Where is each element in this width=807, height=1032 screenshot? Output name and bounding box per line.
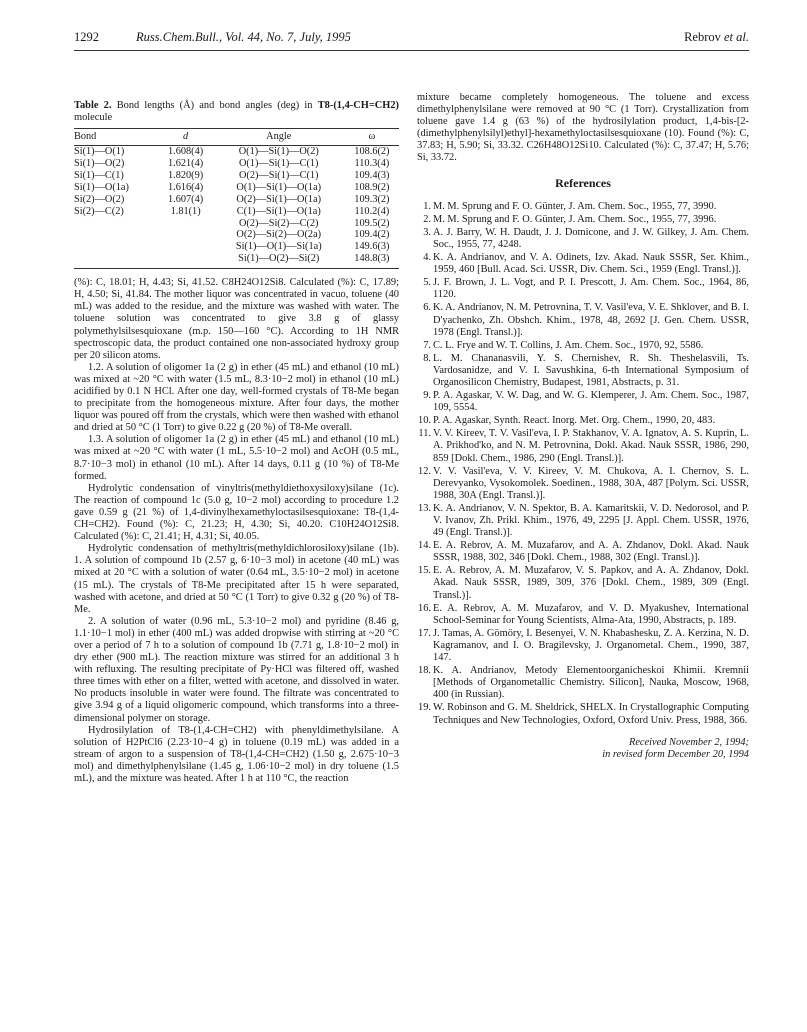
reference-number: 9. xyxy=(423,390,431,402)
table-caption xyxy=(74,100,399,124)
running-header xyxy=(74,30,749,50)
table-cell: Si(2)—O(2) xyxy=(74,193,125,205)
table-cell xyxy=(159,241,213,253)
table-cell: Si(1)—C(1) xyxy=(74,169,124,181)
reference-number: 8. xyxy=(423,352,431,364)
reference-number: 11. xyxy=(418,428,431,440)
table-cell: Si(1)—O(1) xyxy=(74,146,125,158)
paragraph: 1.2. A solution of oligomer 1a (2 g) in ether (45 mL) and ethanol (10 mL) was mixed at ~20 °C with water (1.5 mL, 8.3·10−2 mol) in ethanol (10 mL) acidified by 0.1 N HCl. After one day, well-formed crystals of T8-Me began to precipitate from the homogeneous mixture. After four days, the mother liquor was poured off from the crystals, which were then washed with ethanol and dried at 50 °C (1 Torr) to give 0.22 g (20 %) of T8-Me overall. xyxy=(74,361,399,434)
paragraph: mixture became completely homogeneous. The toluene and excess dimethylphenylsilane were removed at 90 °C (1 Torr). Crystallization from toluene gave 1.4 g (63 %) of the hydrosilylation product, 1,4-bis-[2-(dimethylphenylsilyl)ethyl]-hexamethyloctasilsesquioxane (10). Found (%): C, 37.83; H, 5.90; Si, 33.32. C26H48O12Si10. Calculated (%): C, 37.47; H, 5.76; Si, 33.72. xyxy=(417,92,749,164)
author-name: Rebrov xyxy=(684,30,721,44)
table-cell: O(1)—Si(1)—O(2) xyxy=(238,146,319,158)
reference-item xyxy=(417,415,749,427)
reference-text: K. A. Andrianov, and V. A. Odinets, Izv. Akad. Nauk SSSR, Ser. Khim., 1959, 460 [Bull. Acad. Sci. USSR, Div. Chem. Sci., 1959 (Engl. Transl.)]. xyxy=(433,252,749,276)
table-cell xyxy=(159,218,213,230)
table-row xyxy=(74,218,399,230)
author-suffix: et al. xyxy=(724,30,749,44)
reference-text: J. F. Brown, J. L. Vogt, and P. I. Prescott, J. Am. Chem. Soc., 1964, 86, 1120. xyxy=(433,277,749,301)
reference-number: 3. xyxy=(423,226,431,238)
column-header: Angle xyxy=(213,129,345,146)
reference-item xyxy=(417,503,749,539)
table-cell xyxy=(74,229,159,241)
reference-item xyxy=(417,340,749,352)
table-cell: O(2)—Si(1)—C(1) xyxy=(238,169,319,181)
reference-text: E. A. Rebrov, A. M. Muzafarov, V. S. Papkov, and A. A. Zhdanov, Dokl. Akad. Nauk SSSR, 1989, 309, 376 [Dokl. Chem., 1989, 309 (Engl. Transl.)]. xyxy=(433,565,749,601)
reference-item xyxy=(417,252,749,276)
page-number: 1292 xyxy=(74,30,99,44)
table-body xyxy=(74,146,399,269)
reference-number: 16. xyxy=(418,602,431,614)
received-dates xyxy=(417,737,749,761)
column-header: d xyxy=(159,129,213,146)
revised-line: in revised form December 20, 1994 xyxy=(602,748,749,760)
table-cell: 1.608(4) xyxy=(168,146,204,158)
reference-text: V. V. Kireev, T. V. Vasil'eva, I. P. Stakhanov, V. A. Ignatov, A. S. Kuprin, L. A. Prikhod'ko, and N. M. Petrovnina, Dokl. Akad. Nauk SSSR, 1986, 290, 859 [Dokl. Chem., 1986, 290 (Engl. Transl.)]. xyxy=(433,428,749,464)
reference-text: P. A. Agaskar, Synth. React. Inorg. Met. Org. Chem., 1990, 20, 483. xyxy=(433,415,716,427)
reference-item xyxy=(417,214,749,226)
table-cell: O(2)—Si(2)—C(2) xyxy=(238,217,319,229)
reference-number: 17. xyxy=(418,627,431,639)
reference-item xyxy=(417,390,749,414)
table-cell: 1.820(9) xyxy=(168,169,204,181)
table-cell: 108.9(2) xyxy=(354,181,390,193)
received-line: Received November 2, 1994; xyxy=(628,736,749,748)
reference-number: 4. xyxy=(423,252,431,264)
paragraph: Hydrolytic condensation of vinyltris(methyldiethoxysiloxy)silane (1c). The reaction of compound 1c (5.0 g, 10−2 mol) according to procedure 1.2 gave 0.59 g (21 %) of 1,4-divinylhexamethyloctasilsesquioxane: T8-(1,4-CH=CH2). Found (%): C, 21.23; H, 4.30; Si, 40.20. C10H24O12Si8. Calculated (%): C, 21.41; H, 4.31; Si, 40.05. xyxy=(74,482,399,543)
table-cell: Si(2)—C(2) xyxy=(74,205,124,217)
reference-item xyxy=(417,466,749,502)
reference-text: K. A. Andrianov, V. N. Spektor, B. A. Kamaritskii, V. D. Nedorosol, and P. V. Ivanov, Zh. Prikl. Khim., 1976, 49, 2295 [J. Appl. Chem. USSR, 1976, 49 (Engl. Transl.)]. xyxy=(433,502,749,539)
table-row xyxy=(74,158,399,170)
table-row xyxy=(74,194,399,206)
reference-item xyxy=(417,628,749,664)
table-cell xyxy=(74,241,159,253)
paragraph: Hydrosilylation of T8-(1,4-CH=CH2) with phenyldimethylsilane. A solution of H2PtCl6 (2.23·10−4 g) in toluene (0.19 mL) was added in a stream of argon to a suspension of T8-(1,4-CH=CH2) (1.50 g, 2.675·10−3 mol) and dimethylphenylsilane (1.45 g, 1.06·10−2 mol) in dry toluene (1.5 mL), and the mixture was heated. After 1 h at 110 °C, the reaction xyxy=(74,724,399,784)
reference-item xyxy=(417,603,749,627)
table-cell: 110.2(4) xyxy=(354,205,390,217)
reference-number: 14. xyxy=(418,540,431,552)
table-row xyxy=(74,253,399,268)
reference-number: 7. xyxy=(423,339,431,351)
left-text xyxy=(74,277,399,785)
table-row xyxy=(74,206,399,218)
table-label: Table 2. xyxy=(74,100,112,111)
reference-text: W. Robinson and G. M. Sheldrick, SHELX. In Crystallographic Computing Techniques and New Technologies, Oxford, Oxford Univ. Press, 1988, 366. xyxy=(433,702,749,726)
table-row xyxy=(74,170,399,182)
right-column xyxy=(417,92,749,761)
table-cell xyxy=(159,229,213,241)
column-header: ω xyxy=(345,129,399,146)
left-column xyxy=(74,92,399,785)
table-cell: Si(1)—O(1)—Si(1a) xyxy=(235,241,322,253)
table-cell: 1.607(4) xyxy=(168,193,204,205)
reference-number: 5. xyxy=(423,277,431,289)
reference-text: E. A. Rebrov, A. M. Muzafarov, and A. A. Zhdanov, Dokl. Akad. Nauk SSSR, 1988, 302, 346 [Dokl. Chem., 1988, 302 (Engl. Transl.)]. xyxy=(433,540,749,564)
table-row xyxy=(74,229,399,241)
reference-text: E. A. Rebrov, A. M. Muzafarov, and V. D. Myakushev, International School-Seminar for Young Scientists, Alma-Ata, 1990, Abstracts, p. 189. xyxy=(433,602,749,626)
reference-text: V. V. Vasil'eva, V. V. Kireev, V. M. Chukova, A. I. Chernov, S. L. Derevyanko, Vysokomolek. Soedinen., 1988, 30A, 487 [Polym. Sci. USSR, 1988, 30A (Engl. Transl.)]. xyxy=(433,465,749,501)
reference-list xyxy=(417,201,749,727)
reference-text: P. A. Agaskar, V. W. Dag, and W. G. Klemperer, J. Am. Chem. Soc., 1987, 109, 5554. xyxy=(433,390,749,414)
reference-item xyxy=(417,565,749,601)
reference-number: 18. xyxy=(418,665,431,677)
table-cell: Si(1)—O(2) xyxy=(74,158,125,169)
table-cell: O(2)—Si(2)—O(2a) xyxy=(236,229,322,241)
table-caption-end: molecule xyxy=(74,112,113,124)
reference-item xyxy=(417,302,749,338)
table-cell: 109.5(2) xyxy=(354,217,390,229)
table-row xyxy=(74,182,399,194)
table-caption-compound: T8-(1,4-CH=CH2) xyxy=(317,100,399,111)
table-cell: 148.8(3) xyxy=(345,253,399,268)
table-row xyxy=(74,241,399,253)
paragraph: 2. A solution of water (0.96 mL, 5.3·10−2 mol) and pyridine (8.46 g, 1.1·10−1 mol) in ether (400 mL) was added dropwise with stirring at ~20 °C over a period of 7 h to a solution of compound 1b (7.71 g, 1.8·10−2 mol) in dry ether (900 mL). The reaction mixture was stirred for an additional 3 h with refluxing. The resulting precipitate of Py·HCl was filtered off, washed three times with ether on a filter, wetted with acetone, and dissolved in water. No products insoluble in water were found. The filtrate was concentrated to give 3.94 g of a liquid oligomeric compound, which transforms into a three-dimensional polymer on storage. xyxy=(74,615,399,724)
reference-number: 6. xyxy=(423,302,431,314)
reference-item xyxy=(417,277,749,301)
paragraph: (%): C, 18.01; H, 4.43; Si, 41.52. C8H24O12Si8. Calculated (%): C, 17.89; H, 4.50; Si, 41.84. The mother liquor was concentrated in vacuo, toluene (40 mL) was added to the residue, and the mixture was washed with water. The toluene solution was concentrated to give 3.8 g of glassy polymethylsilsesquioxane (m.p. 150—160 °C). According to 1H NMR spectroscopic data, the product contained one non-associated hydroxy group per 20 silicon atoms. xyxy=(74,277,399,361)
paragraph: 1.3. A solution of oligomer 1a (2 g) in ether (45 mL) and ethanol (10 mL) was mixed at ~20 °C with water (1 mL, 5.5·10−2 mol) and AcOH (0.5 mL, 8.7·10−3 mol) in ethanol (10 mL). After 14 days, 0.11 g (10 %) of T8-Me formed. xyxy=(74,434,399,482)
reference-number: 19. xyxy=(418,702,431,714)
bond-table xyxy=(74,128,399,269)
table-cell: 109.3(2) xyxy=(354,193,390,205)
header-rule xyxy=(74,50,749,51)
table-cell: O(2)—Si(1)—O(1a) xyxy=(236,193,322,205)
table-cell: C(1)—Si(1)—O(1a) xyxy=(236,205,321,217)
journal-citation: Russ.Chem.Bull., Vol. 44, No. 7, July, 1995 xyxy=(136,30,351,44)
paragraph: Hydrolytic condensation of methyltris(methyldichlorosiloxy)silane (1b). 1. A solution of compound 1b (2.57 g, 6·10−3 mol) in acetone (40 mL) was mixed at 20 °C with a solution of water (0.64 mL, 3.5·10−2 mol) in acetone (15 mL). The crystals of T8-Me precipitated after 15 h were separated, washed with acetone, and dried at 50 °C (1 Torr) to give 0.32 g (20 %) of T8-Me. xyxy=(74,543,399,615)
table-cell: Si(1)—O(2)—Si(2) xyxy=(213,253,345,268)
reference-item xyxy=(417,227,749,251)
table-cell: 1.621(4) xyxy=(168,158,204,169)
table-cell: 1.81(1) xyxy=(170,205,201,217)
table-cell: 109.4(2) xyxy=(354,229,390,241)
running-authors xyxy=(684,30,749,50)
table-cell xyxy=(74,253,159,268)
reference-item xyxy=(417,353,749,389)
table-cell: O(1)—Si(1)—C(1) xyxy=(238,158,319,169)
table-cell xyxy=(74,218,159,230)
reference-item xyxy=(417,540,749,564)
reference-number: 13. xyxy=(418,502,431,514)
table-cell: 1.616(4) xyxy=(168,181,204,193)
table-cell: 149.6(3) xyxy=(354,241,390,253)
table-cell: Si(1)—O(1a) xyxy=(74,181,129,193)
reference-number: 1. xyxy=(423,200,431,212)
table-cell: O(1)—Si(1)—O(1a) xyxy=(236,181,322,193)
reference-text: K. A. Andrianov, Metody Elementoorganicheskoi Khimii. Kremnii [Methods of Organometallic Chemistry. Silicon], Nauka, Moscow, 1968, 400 (in Russian). xyxy=(433,665,749,701)
reference-number: 15. xyxy=(418,565,431,577)
reference-text: M. M. Sprung and F. O. Günter, J. Am. Chem. Soc., 1955, 77, 3996. xyxy=(433,213,717,225)
reference-number: 2. xyxy=(423,213,431,225)
references-heading: References xyxy=(555,175,611,190)
table-caption-text: Bond lengths (Å) and bond angles (deg) in xyxy=(116,100,313,111)
reference-item xyxy=(417,428,749,464)
table-cell: 109.4(3) xyxy=(354,169,390,181)
table-cell: 108.6(2) xyxy=(354,146,390,158)
reference-number: 12. xyxy=(418,465,431,477)
reference-text: A. J. Barry, W. H. Daudt, J. J. Domicone, and J. W. Gilkey, J. Am. Chem. Soc., 1955, 77, 4248. xyxy=(433,226,749,250)
reference-item xyxy=(417,201,749,213)
reference-text: L. M. Chananasvili, Y. S. Chernishev, R. Sh. Theshelasvili, Ts. Vardosanidze, and V. I. Savushkina, 6-th International Symposium of Organosilicon Chemistry, Budapest, 1981, Abstracts, p. 31. xyxy=(433,352,749,388)
table-row xyxy=(74,146,399,158)
column-header: Bond xyxy=(74,129,159,146)
reference-text: K. A. Andrianov, N. M. Petrovnina, T. V. Vasil'eva, V. E. Shklover, and B. I. D'yachenko, Zh. Obshch. Khim., 1978, 48, 2692 [J. Gen. Chem. USSR, 1978 (Engl. Transl.)]. xyxy=(433,302,749,338)
reference-item xyxy=(417,702,749,726)
table-cell xyxy=(159,253,213,268)
reference-number: 10. xyxy=(418,415,431,427)
reference-text: M. M. Sprung and F. O. Günter, J. Am. Chem. Soc., 1955, 77, 3990. xyxy=(433,200,717,212)
reference-text: J. Tamas, A. Gömöry, I. Besenyei, V. N. Khabashesku, Z. A. Kerzina, N. D. Kagramanov, and I. O. Bragilevsky, J. Organometal. Chem., 1990, 387, 147. xyxy=(433,627,749,664)
table-header-row xyxy=(74,129,399,146)
reference-text: C. L. Frye and W. T. Collins, J. Am. Chem. Soc., 1970, 92, 5586. xyxy=(433,339,704,351)
table-cell: 110.3(4) xyxy=(354,158,390,169)
reference-item xyxy=(417,665,749,701)
